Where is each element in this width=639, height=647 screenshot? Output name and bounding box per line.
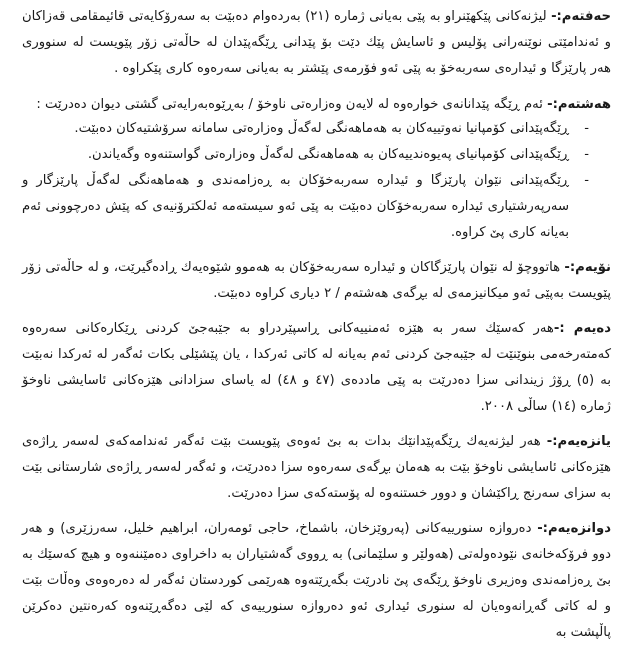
list-item (22, 142, 589, 168)
article-heading: دوانزەیەم:- (537, 521, 611, 536)
list-item (22, 168, 589, 246)
article-body: لیژنەکانی پێکهێنراو بە پێی بەیانی ژمارە (٢١) بەردەوام دەبێت بە سەرۆکایەتی قائیمقامی قەزاکان و ئەندامێتی نوێنەرانی پۆلیس و ئاسایش پێك دێت بۆ پێدانی ڕێگەپێدان لە حاڵەتی زۆر پێویست لە سنووری هەر پارێزگا و ئیدارەی سەربەخۆ بە پێی ئەو فۆرمەی پێشتر بە بەیانی سەرەوە کاری پێکراوە . (22, 9, 611, 76)
article-body: هەر لیژنەیەك ڕێگەپێدانێك بدات بە بێ ئەوەی پێویست بێت ئەگەر ئەندامەکەی لەسەر ڕاژەی هێزەکانی ئاسایشی ناوخۆ بێت بە هەمان بڕگەی سەرەوە سزا دەدرێت، و ئەگەر لەسەر ڕاژەی شارستانی بێت بە سزای سەرنج ڕاکێشان و دوور خستنەوە لە پۆستەکەی سزا دەدرێت. (22, 434, 611, 501)
paragraph-article-9 (22, 255, 611, 307)
dash-bullet-icon: - (584, 121, 589, 136)
article-body: هاتووچۆ لە نێوان پارێزگاکان و ئیدارە سەربەخۆکان بە هەموو شێوەیەك ڕادەگیرێت، و لە حاڵەتی زۆر پێویست بەپێی ئەو میکانیزمەی لە بڕگەی هەشتەم / ٢ دیاری کراوە دەبێت. (22, 260, 611, 301)
article-heading: نۆیەم:- (564, 260, 611, 275)
paragraph-article-11 (22, 429, 611, 507)
article-heading: هەشتەم:- (547, 97, 611, 112)
article-heading: حەفتەم:- (551, 9, 611, 24)
paragraph-article-10 (22, 316, 611, 420)
list-item-text: ڕێگەپێدانی نێوان پارێزگا و ئیدارە سەربەخۆکان بە ڕەزامەندی و هەماهەنگی لەگەڵ پارێزگار و سەرپەرشتیاری ئیدارە سەربەخۆکان دەبێت بە پێی ئەو سیستەمە ئەلکترۆنیەی کە پێش دەرچوونی ئەم بەیانە کاری پێ کراوە. (22, 173, 569, 240)
article-body: دەروازە سنورییەکانی (پەروێزخان، باشماخ، حاجی ئومەران، ابراهیم خلیل، سەرزێری) و هەر دوو فرۆکەخانەی نێودەولەتی (هەولێر و سلێمانی) بە ڕووی گەشتیاران بە داخراوی دەمێننەوە و هیچ کەسێك بە بێ ڕەزامەندی وەزیری ناوخۆ ڕێگەی پێ نادرێت بگەڕێتەوە هەرێمی کوردستان ئەگەر لە دەرەوەی وەڵات بێت و لە کاتی گەڕانەوەیان لە سنوری ئیداری ئەو دەروازە سنورییەی کە لێی دەگەڕێنەوە کەرەنتین دەکرێن پاڵپشت بە (22, 521, 611, 640)
article-body: هەر کەسێك سەر بە هێزە ئەمنییەکانی ڕاسپێردراو بە جێبەجێ کردنی ڕێکارەکانی سەرەوە کەمتەرخەمی بنوێنێت لە جێبەجێ کردنی ئەم بەیانە لە کاتی ئەرکدا ، یان پێشێلی بکات ئەگەر لە ئەرکدا نەبێت بە (٥) ڕۆژ زیندانی سزا دەدرێت بە پێی ماددەی (٤٧ و ٤٨) لە یاسای سزادانی هێزەکانی ئاسایشی ناوخۆ ژمارە (١٤) ساڵی ٢٠٠٨. (22, 321, 612, 414)
dash-bullet-icon: - (584, 147, 589, 162)
article-heading: دەیەم :- (553, 321, 611, 336)
dash-bullet-icon: - (584, 173, 589, 188)
article-heading: یانزەیەم:- (546, 434, 611, 449)
paragraph-article-12 (22, 516, 611, 646)
paragraph-article-7 (22, 4, 611, 82)
paragraph-article-8 (22, 92, 611, 118)
list-item-text: ڕێگەپێدانی کۆمپانیا نەوتییەکان بە هەماهەنگی لەگەڵ وەزارەتی سامانە سرۆشتیەکان دەبێت. (74, 121, 569, 136)
list-item-text: ڕێگەپێدانی کۆمپانیای پەیوەندییەکان بە هەماهەنگی لەگەڵ وەزارەتی گواستنەوە وگەیاندن. (87, 147, 569, 162)
list-item (22, 116, 589, 142)
article-body: ئەم ڕێگە پێدانانەی خوارەوە لە لایەن وەزارەتی ناوخۆ / بەڕێوەبەرایەتی گشتی دیوان دەدرێت : (36, 97, 548, 112)
article-8-bullet-list (22, 116, 611, 246)
